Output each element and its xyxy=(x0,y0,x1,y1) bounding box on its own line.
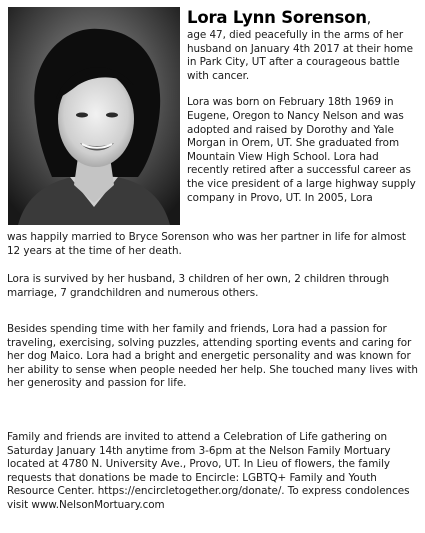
personality-paragraph: Besides spending time with her family and friends, Lora had a passion for traveling, exercising, solving puzzles, attending sporting events and caring for her dog Maico. Lora had a bright and energetic personality and was known for her ability to sense when people needed her help. She touched many lives with her generosity and passion for life. xyxy=(7,323,418,390)
deceased-name: Lora Lynn Sorenson, xyxy=(187,8,371,27)
service-info-paragraph: Family and friends are invited to attend a Celebration of Life gathering on Saturday January 14th anytime from 3-6pm at the Nelson Family Mortuary located at 4780 N. University Ave., Provo, UT. In Lieu of flowers, the family requests that donations be made to Encircle: LGBTQ+ Family and Youth Resource Center. https://encircletogether.org/donate/. To express condolences visit www.NelsonMortuary.com xyxy=(7,431,410,511)
intro-text: age 47, died peacefully in the arms of her husband on January 4th 2017 at their home in Park City, UT after a courageous battle with cancer. xyxy=(187,29,413,82)
biography-paragraph-bottom: was happily married to Bryce Sorenson who was her partner in life for almost 12 years at the time of her death. xyxy=(7,231,406,257)
header-text-block xyxy=(187,8,419,205)
portrait-photo xyxy=(8,7,180,225)
biography-paragraph-top: Lora was born on February 18th 1969 in Eugene, Oregon to Nancy Nelson and was adopted and raised by Dorothy and Yale Morgan in Orem, UT. She graduated from Mountain View High School. Lora had recently retired after a successful career as the vice president of a large highway supply company in Provo, UT. In 2005, Lora xyxy=(187,96,416,204)
survivors-paragraph: Lora is survived by her husband, 3 children of her own, 2 children through marriage, 7 grandchildren and numerous others. xyxy=(7,273,390,299)
